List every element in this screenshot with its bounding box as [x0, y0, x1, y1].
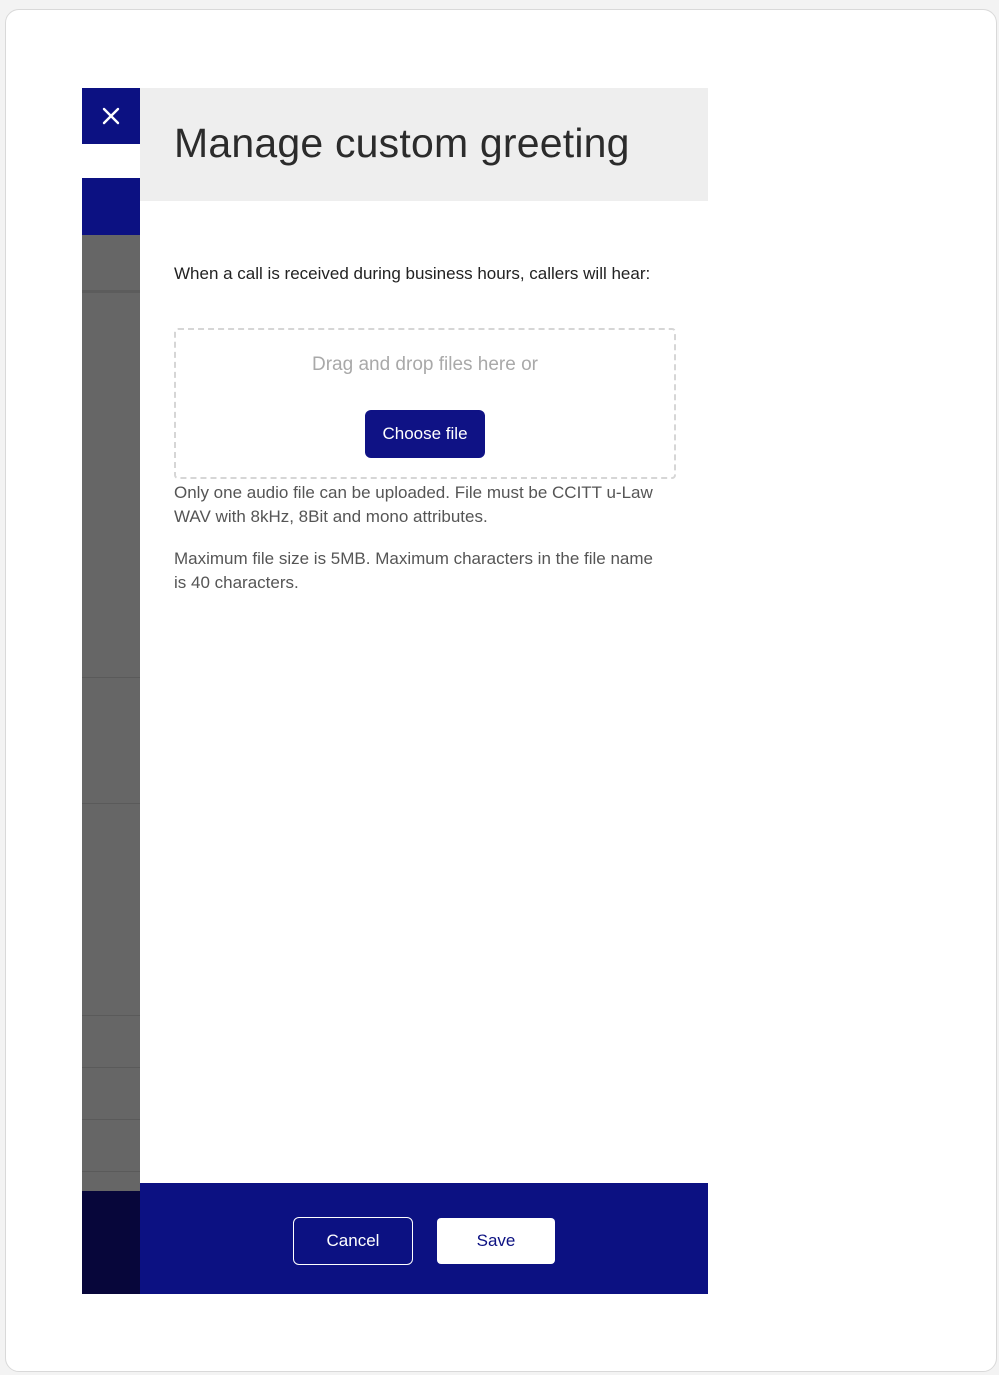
- overlay-divider: [82, 1067, 140, 1068]
- overlay-divider: [82, 1119, 140, 1120]
- drawer-footer: [140, 1183, 708, 1294]
- choose-file-button[interactable]: Choose file: [365, 410, 485, 458]
- drawer-header: [140, 88, 708, 201]
- save-button[interactable]: Save: [437, 1218, 555, 1264]
- drawer-title: Manage custom greeting: [174, 120, 630, 166]
- drawer-body: [140, 201, 708, 1183]
- screenshot-frame: [5, 9, 997, 1372]
- file-format-help: Only one audio file can be uploaded. File must be CCITT u-Law WAV with 8kHz, 8Bit and mono attributes.: [174, 483, 653, 526]
- close-icon: [102, 107, 120, 125]
- cancel-button[interactable]: Cancel: [293, 1217, 413, 1265]
- overlay-divider: [82, 677, 140, 678]
- file-dropzone[interactable]: [174, 328, 676, 479]
- overlay-divider: [82, 1015, 140, 1016]
- background-app-region: [82, 144, 140, 178]
- overlay-divider: [82, 290, 140, 293]
- background-app-nav-highlight: [82, 178, 140, 235]
- background-app-footer: [82, 1191, 140, 1294]
- background-overlay: [82, 235, 140, 1191]
- overlay-divider: [82, 1171, 140, 1172]
- greeting-prompt: When a call is received during business hours, callers will hear:: [174, 264, 651, 283]
- dropzone-text: Drag and drop files here or: [311, 354, 538, 375]
- close-button[interactable]: [82, 88, 140, 144]
- overlay-divider: [82, 803, 140, 804]
- file-size-help: Maximum file size is 5MB. Maximum characters in the file name is 40 characters.: [174, 549, 653, 592]
